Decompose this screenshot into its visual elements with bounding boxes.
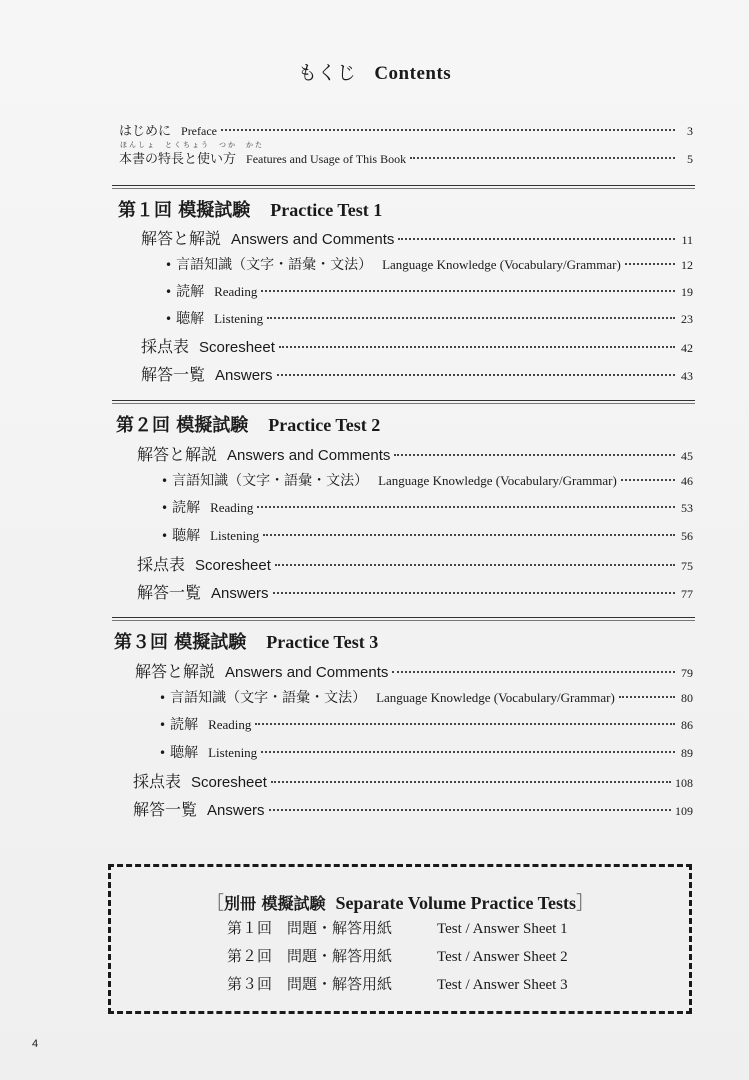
- leader-dots: [392, 671, 675, 673]
- entry-jp: 読解: [170, 717, 199, 733]
- page-ref: 109: [675, 804, 693, 818]
- page-ref: 43: [681, 369, 693, 383]
- toc-entry-reading[interactable]: [159, 714, 693, 734]
- entry-jp: 聴解: [172, 528, 201, 544]
- entry-jp: 聴解: [176, 311, 205, 327]
- separate-item-en: Test / Answer Sheet 3: [437, 977, 568, 993]
- entry-jp: 言語知識（文字・語彙・文法）: [176, 257, 373, 273]
- bullet-icon: •: [159, 718, 167, 732]
- bullet-icon: •: [161, 529, 169, 543]
- entry-en: Language Knowledge (Vocabulary/Grammar): [376, 690, 615, 705]
- page-ref: 53: [681, 501, 693, 515]
- separate-title-jp: 別冊 模擬試験: [223, 894, 326, 913]
- toc-entry-listening[interactable]: [161, 525, 693, 545]
- section-rule: [112, 620, 695, 621]
- bracket-close: ］: [576, 893, 595, 914]
- page-title: [0, 58, 749, 85]
- entry-en: Preface: [181, 124, 217, 138]
- entry-en: Listening: [210, 528, 260, 543]
- leader-dots: [273, 592, 675, 594]
- toc-entry-answer-list[interactable]: [137, 580, 693, 603]
- bullet-icon: •: [159, 746, 167, 760]
- entry-en: Reading: [208, 717, 252, 732]
- entry-jp: 読解: [172, 500, 201, 516]
- separate-item-1[interactable]: [227, 917, 568, 938]
- leader-dots: [261, 751, 675, 753]
- entry-jp: 読解: [176, 284, 205, 300]
- toc-entry-listening[interactable]: [165, 308, 693, 328]
- section-en: Practice Test 3: [266, 632, 379, 652]
- entry-jp: はじめに: [119, 124, 172, 139]
- section-jp: 第３回 模擬試験: [114, 632, 247, 653]
- page-ref: 46: [681, 474, 693, 488]
- toc-entry-answers-comments[interactable]: [135, 659, 693, 682]
- page-ref: 80: [681, 691, 693, 705]
- page-ref: 5: [687, 152, 693, 166]
- separate-title-en: Separate Volume Practice Tests: [335, 893, 577, 913]
- leader-dots: [625, 263, 675, 265]
- entry-en: Answers: [215, 367, 273, 384]
- page-ref: 86: [681, 718, 693, 732]
- entry-jp: 本書の特長と使い方: [119, 152, 237, 167]
- furigana: ほんしょ とくちょう つか かた: [120, 141, 264, 149]
- page-ref: 45: [681, 449, 693, 463]
- entry-en: Features and Usage of This Book: [246, 152, 407, 166]
- toc-entry-features[interactable]: [119, 148, 693, 167]
- page-ref: 77: [681, 587, 693, 601]
- toc-entry-language-knowledge[interactable]: [159, 687, 693, 707]
- separate-item-jp: 第１回 問題・解答用紙: [227, 919, 393, 937]
- entry-en: Reading: [210, 500, 254, 515]
- page-ref: 3: [687, 124, 693, 138]
- entry-jp: 解答一覧: [141, 365, 206, 384]
- entry-jp: 解答と解説: [137, 445, 218, 464]
- page-ref: 56: [681, 529, 693, 543]
- entry-jp: 解答と解説: [135, 662, 216, 681]
- leader-dots: [221, 129, 675, 131]
- page-ref: 42: [681, 341, 693, 355]
- page-number: 4: [32, 1038, 39, 1050]
- page-ref: 108: [675, 776, 693, 790]
- separate-item-3[interactable]: [227, 973, 568, 994]
- separate-item-jp: 第２回 問題・解答用紙: [227, 947, 393, 965]
- entry-jp: 解答一覧: [137, 583, 202, 602]
- separate-volume-box: [108, 864, 692, 1014]
- section-rule: [112, 188, 695, 189]
- entry-en: Answers and Comments: [231, 231, 395, 248]
- leader-dots: [410, 157, 675, 159]
- bullet-icon: •: [159, 691, 167, 705]
- entry-en: Listening: [214, 311, 264, 326]
- leader-dots: [275, 564, 675, 566]
- toc-entry-answers-comments[interactable]: [141, 226, 693, 249]
- section-rule: [112, 617, 695, 618]
- leader-dots: [279, 346, 675, 348]
- page-ref: 79: [681, 666, 693, 680]
- toc-entry-language-knowledge[interactable]: [161, 470, 693, 490]
- bracket-open: ［: [205, 893, 224, 914]
- entry-en: Answers: [211, 585, 269, 602]
- leader-dots: [263, 534, 675, 536]
- section-en: Practice Test 2: [268, 415, 381, 435]
- toc-entry-reading[interactable]: [161, 497, 693, 517]
- entry-en: Scoresheet: [191, 774, 267, 791]
- entry-en: Language Knowledge (Vocabulary/Grammar): [378, 473, 617, 488]
- section-heading-test-2[interactable]: [116, 411, 380, 437]
- toc-entry-scoresheet[interactable]: [133, 769, 693, 792]
- separate-volume-title[interactable]: [111, 889, 689, 915]
- separate-item-en: Test / Answer Sheet 2: [437, 949, 568, 965]
- entry-jp: 言語知識（文字・語彙・文法）: [170, 690, 367, 706]
- bullet-icon: •: [165, 285, 173, 299]
- toc-entry-answer-list[interactable]: [133, 797, 693, 820]
- entry-en: Answers and Comments: [225, 664, 389, 681]
- entry-en: Listening: [208, 745, 258, 760]
- leader-dots: [621, 479, 675, 481]
- leader-dots: [255, 723, 675, 725]
- bullet-icon: •: [165, 312, 173, 326]
- entry-en: Language Knowledge (Vocabulary/Grammar): [382, 257, 621, 272]
- entry-jp: 採点表: [133, 772, 182, 791]
- leader-dots: [267, 317, 675, 319]
- page-ref: 75: [681, 559, 693, 573]
- bullet-icon: •: [161, 501, 169, 515]
- section-jp: 第１回 模擬試験: [118, 200, 251, 221]
- page-ref: 12: [681, 258, 693, 272]
- page-ref: 11: [681, 233, 693, 247]
- leader-dots: [257, 506, 675, 508]
- leader-dots: [269, 809, 671, 811]
- section-rule: [112, 403, 695, 404]
- section-jp: 第２回 模擬試験: [116, 415, 249, 436]
- toc-entry-answer-list[interactable]: [141, 362, 693, 385]
- bullet-icon: •: [165, 258, 173, 272]
- entry-en: Reading: [214, 284, 258, 299]
- section-rule: [112, 400, 695, 401]
- bullet-icon: •: [161, 474, 169, 488]
- entry-jp: 解答と解説: [141, 229, 222, 248]
- entry-en: Scoresheet: [199, 339, 275, 356]
- page-ref: 89: [681, 746, 693, 760]
- toc-entry-scoresheet[interactable]: [141, 334, 693, 357]
- page-ref: 23: [681, 312, 693, 326]
- toc-entry-answers-comments[interactable]: [137, 442, 693, 465]
- entry-en: Scoresheet: [195, 557, 271, 574]
- separate-item-en: Test / Answer Sheet 1: [437, 921, 568, 937]
- section-heading-test-3[interactable]: [114, 628, 378, 654]
- leader-dots: [277, 374, 675, 376]
- toc-entry-language-knowledge[interactable]: [165, 254, 693, 274]
- entry-jp: 解答一覧: [133, 800, 198, 819]
- separate-item-jp: 第３回 問題・解答用紙: [227, 975, 393, 993]
- title-en: Contents: [374, 63, 452, 84]
- separate-item-2[interactable]: [227, 945, 568, 966]
- toc-entry-reading[interactable]: [165, 281, 693, 301]
- leader-dots: [261, 290, 675, 292]
- leader-dots: [398, 238, 675, 240]
- section-en: Practice Test 1: [270, 200, 383, 220]
- entry-jp: 採点表: [137, 555, 186, 574]
- section-rule: [112, 185, 695, 186]
- entry-en: Answers and Comments: [227, 447, 391, 464]
- section-heading-test-1[interactable]: [118, 196, 382, 222]
- leader-dots: [394, 454, 675, 456]
- toc-entry-scoresheet[interactable]: [137, 552, 693, 575]
- toc-entry-preface[interactable]: [119, 120, 693, 139]
- page-ref: 19: [681, 285, 693, 299]
- title-jp: もくじ: [297, 62, 357, 84]
- entry-jp: 採点表: [141, 337, 190, 356]
- entry-jp: 言語知識（文字・語彙・文法）: [172, 473, 369, 489]
- leader-dots: [271, 781, 671, 783]
- toc-entry-listening[interactable]: [159, 742, 693, 762]
- entry-jp: 聴解: [170, 745, 199, 761]
- leader-dots: [619, 696, 675, 698]
- entry-en: Answers: [207, 802, 265, 819]
